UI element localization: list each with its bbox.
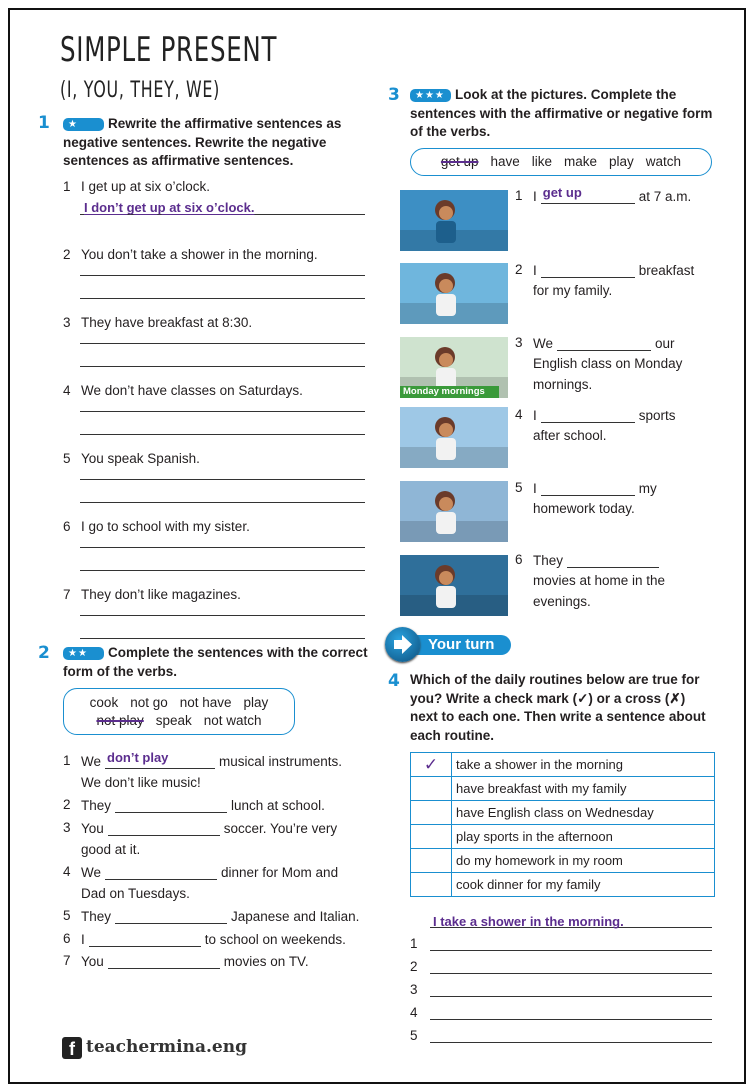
- line-number: 3: [410, 982, 418, 997]
- sentence-end: movies on TV.: [223, 954, 309, 969]
- exercise-picture: [400, 190, 508, 251]
- exercise-1-instruction: Rewrite the affirmative sentences as negative sentences. Rewrite the negative sentences as affirmative sentences.: [63, 116, 342, 168]
- word-bank-item: not watch: [203, 713, 262, 728]
- answer-line[interactable]: [80, 570, 365, 571]
- item-sentence: [533, 552, 663, 568]
- item-sentence: I get up at six o’clock.: [81, 179, 211, 194]
- item-number: 7: [63, 953, 71, 968]
- sentence-start: They: [81, 798, 112, 813]
- item-sentence: I go to school with my sister.: [81, 519, 250, 534]
- item-sentence-continued: English class on Monday: [533, 356, 683, 371]
- sentence-start: They: [81, 909, 112, 924]
- sentence-end: dinner for Mom and: [221, 865, 339, 880]
- footer-brand: teachermina.eng: [86, 1037, 247, 1057]
- answer-blank[interactable]: [115, 908, 227, 924]
- arrow-right-icon: [385, 627, 420, 662]
- answer-line[interactable]: [80, 434, 365, 435]
- answer-blank[interactable]: [108, 953, 220, 969]
- sentence-end: sports: [638, 408, 676, 423]
- answer-line[interactable]: [430, 996, 712, 997]
- item-number: 5: [515, 480, 523, 495]
- word-bank-item: play: [609, 154, 634, 169]
- word-bank-item: not go: [130, 695, 168, 710]
- routine-text: do my homework in my room: [452, 849, 715, 873]
- answer-line[interactable]: [430, 950, 712, 951]
- sentence-end: at 7 a.m.: [638, 189, 692, 204]
- routine-text: have English class on Wednesday: [452, 801, 715, 825]
- sentence-start: You: [81, 954, 104, 969]
- exercise-3-instruction: Look at the pictures. Complete the sentences with the affirmative or negative form of the verbs.: [410, 87, 713, 139]
- answer-blank[interactable]: [115, 797, 227, 813]
- item-sentence-continued: evenings.: [533, 594, 591, 609]
- answer-line[interactable]: [80, 343, 365, 344]
- exercise-picture: [400, 407, 508, 468]
- facebook-icon: f: [62, 1037, 82, 1059]
- check-cell[interactable]: [411, 825, 452, 849]
- sentence-start: We: [81, 865, 102, 880]
- answer-line[interactable]: [430, 1019, 712, 1020]
- item-sentence-continued: homework today.: [533, 501, 635, 516]
- page-title: SIMPLE PRESENT: [60, 30, 278, 70]
- answer-line[interactable]: [80, 275, 365, 276]
- sentence-start: We: [533, 336, 554, 351]
- item-number: 2: [515, 262, 523, 277]
- item-number: 4: [515, 407, 523, 422]
- line-number: 2: [410, 959, 418, 974]
- routine-text: play sports in the afternoon: [452, 825, 715, 849]
- item-sentence: [533, 480, 657, 496]
- exercise-2-number: 2: [38, 643, 50, 663]
- difficulty-badge: ★★★: [410, 89, 451, 102]
- exercise-4-instruction: Which of the daily routines below are true for you? Write a check mark (✓) or a cross (✗) next to each one. Then write a sentence about each routine.: [410, 672, 706, 743]
- item-sentence: [533, 185, 692, 204]
- table-row: [411, 873, 715, 897]
- sentence-start: I: [533, 408, 537, 423]
- item-sentence: [81, 953, 309, 969]
- sentence-end: to school on weekends.: [204, 932, 346, 947]
- item-sentence-continued: Dad on Tuesdays.: [81, 886, 190, 901]
- item-number: 2: [63, 797, 71, 812]
- answer-blank[interactable]: [557, 335, 651, 351]
- sentence-end: soccer. You’re very: [223, 821, 338, 836]
- table-row: [411, 825, 715, 849]
- answer-line[interactable]: [80, 638, 365, 639]
- routine-text: take a shower in the morning: [452, 753, 715, 777]
- routine-text: cook dinner for my family: [452, 873, 715, 897]
- exercise-picture: [400, 337, 508, 398]
- word-bank-item: get up: [440, 154, 479, 169]
- sentence-end: musical instruments.: [219, 754, 343, 769]
- word-bank-item: make: [564, 154, 598, 169]
- item-sentence-continued: mornings.: [533, 377, 593, 392]
- check-cell[interactable]: [411, 777, 452, 801]
- word-bank: [410, 148, 712, 176]
- item-sentence: [81, 750, 343, 769]
- item-number: 1: [63, 753, 71, 768]
- answer-blank[interactable]: [541, 407, 635, 423]
- item-number: 1: [63, 179, 71, 194]
- item-sentence: [81, 864, 338, 880]
- sample-answer: I don’t get up at six o’clock.: [84, 200, 255, 215]
- item-number: 6: [63, 519, 71, 534]
- answer-line[interactable]: [80, 298, 365, 299]
- sentence-start: I: [533, 481, 537, 496]
- word-bank-item: have: [490, 154, 520, 169]
- item-number: 3: [63, 315, 71, 330]
- word-bank-item: like: [531, 154, 553, 169]
- answer-blank[interactable]: [89, 931, 201, 947]
- item-sentence: They don’t like magazines.: [81, 587, 241, 602]
- answer-line[interactable]: [80, 366, 365, 367]
- sentence-start: I: [533, 189, 537, 204]
- difficulty-badge: ★: [63, 118, 104, 131]
- routines-table: [410, 752, 715, 897]
- answer-blank[interactable]: [108, 820, 220, 836]
- line-number: 5: [410, 1028, 418, 1043]
- answer-blank[interactable]: [567, 552, 659, 568]
- sentence-start: I: [533, 263, 537, 278]
- exercise-picture: [400, 263, 508, 324]
- picture-caption: Monday mornings: [400, 386, 499, 398]
- item-sentence: [533, 407, 676, 423]
- table-row: [411, 777, 715, 801]
- example-answer: I take a shower in the morning.: [433, 914, 624, 929]
- table-row: [411, 849, 715, 873]
- answer-line[interactable]: [80, 615, 365, 616]
- item-sentence: [81, 820, 337, 836]
- item-number: 2: [63, 247, 71, 262]
- answer-blank[interactable]: [105, 750, 215, 769]
- answer-line[interactable]: [430, 1042, 712, 1043]
- answer-line[interactable]: [430, 973, 712, 974]
- answer-line[interactable]: [80, 502, 365, 503]
- line-number: 1: [410, 936, 418, 951]
- item-sentence: [81, 797, 325, 813]
- answer-blank[interactable]: [541, 185, 635, 204]
- difficulty-badge: ★★: [63, 647, 104, 660]
- item-sentence: You speak Spanish.: [81, 451, 200, 466]
- word-bank: [63, 688, 295, 735]
- sample-answer: don’t play: [107, 750, 169, 765]
- table-row: [411, 801, 715, 825]
- answer-blank[interactable]: [105, 864, 217, 880]
- sample-answer: get up: [542, 185, 582, 200]
- item-number: 3: [63, 820, 71, 835]
- answer-blank[interactable]: [541, 480, 635, 496]
- routine-text: have breakfast with my family: [452, 777, 715, 801]
- your-turn-label: Your turn: [428, 636, 495, 653]
- exercise-4-number: 4: [388, 671, 400, 691]
- item-number: 6: [63, 931, 71, 946]
- sentence-end: our: [655, 336, 675, 351]
- item-sentence: You don’t take a shower in the morning.: [81, 247, 318, 262]
- sentence-start: They: [533, 553, 564, 568]
- sentence-end: Japanese and Italian.: [231, 909, 360, 924]
- item-number: 5: [63, 451, 71, 466]
- page-subtitle: (I, YOU, THEY, WE): [60, 78, 221, 103]
- item-number: 7: [63, 587, 71, 602]
- answer-line[interactable]: [80, 547, 365, 548]
- item-number: 5: [63, 908, 71, 923]
- check-cell[interactable]: [411, 873, 452, 897]
- item-sentence: [81, 931, 346, 947]
- sentence-start: I: [81, 932, 85, 947]
- item-sentence: [81, 908, 359, 924]
- item-number: 6: [515, 552, 523, 567]
- item-sentence: They have breakfast at 8:30.: [81, 315, 253, 330]
- item-number: 4: [63, 383, 71, 398]
- item-sentence-continued: movies at home in the: [533, 573, 666, 588]
- exercise-3-number: 3: [388, 85, 400, 105]
- exercise-2-instruction: Complete the sentences with the correct form of the verbs.: [63, 645, 368, 679]
- sentence-start: We: [81, 754, 102, 769]
- answer-blank[interactable]: [541, 262, 635, 278]
- exercise-picture: [400, 481, 508, 542]
- sentence-end: my: [638, 481, 657, 496]
- item-sentence: [533, 335, 675, 351]
- line-number: 4: [410, 1005, 418, 1020]
- word-bank-item: not play: [96, 713, 144, 728]
- answer-line[interactable]: [80, 479, 365, 480]
- check-cell[interactable]: [411, 849, 452, 873]
- sentence-end: breakfast: [638, 263, 695, 278]
- item-number: 4: [63, 864, 71, 879]
- word-bank-item: play: [243, 695, 269, 710]
- sentence-start: You: [81, 821, 104, 836]
- table-row: [411, 753, 715, 777]
- item-sentence: [533, 262, 694, 278]
- word-bank-item: cook: [89, 695, 119, 710]
- item-number: 3: [515, 335, 523, 350]
- sentence-end: lunch at school.: [231, 798, 325, 813]
- item-sentence: We don’t have classes on Saturdays.: [81, 383, 303, 398]
- check-cell[interactable]: ✓: [411, 753, 452, 777]
- exercise-1-number: 1: [38, 113, 50, 133]
- item-sentence-continued: We don’t like music!: [81, 775, 201, 790]
- answer-line[interactable]: [80, 411, 365, 412]
- word-bank-item: watch: [645, 154, 682, 169]
- word-bank-item: not have: [179, 695, 232, 710]
- item-sentence-continued: for my family.: [533, 283, 613, 298]
- item-sentence-continued: good at it.: [81, 842, 141, 857]
- item-number: 1: [515, 188, 523, 203]
- item-sentence-continued: after school.: [533, 428, 607, 443]
- check-cell[interactable]: [411, 801, 452, 825]
- word-bank-item: speak: [155, 713, 192, 728]
- exercise-picture: [400, 555, 508, 616]
